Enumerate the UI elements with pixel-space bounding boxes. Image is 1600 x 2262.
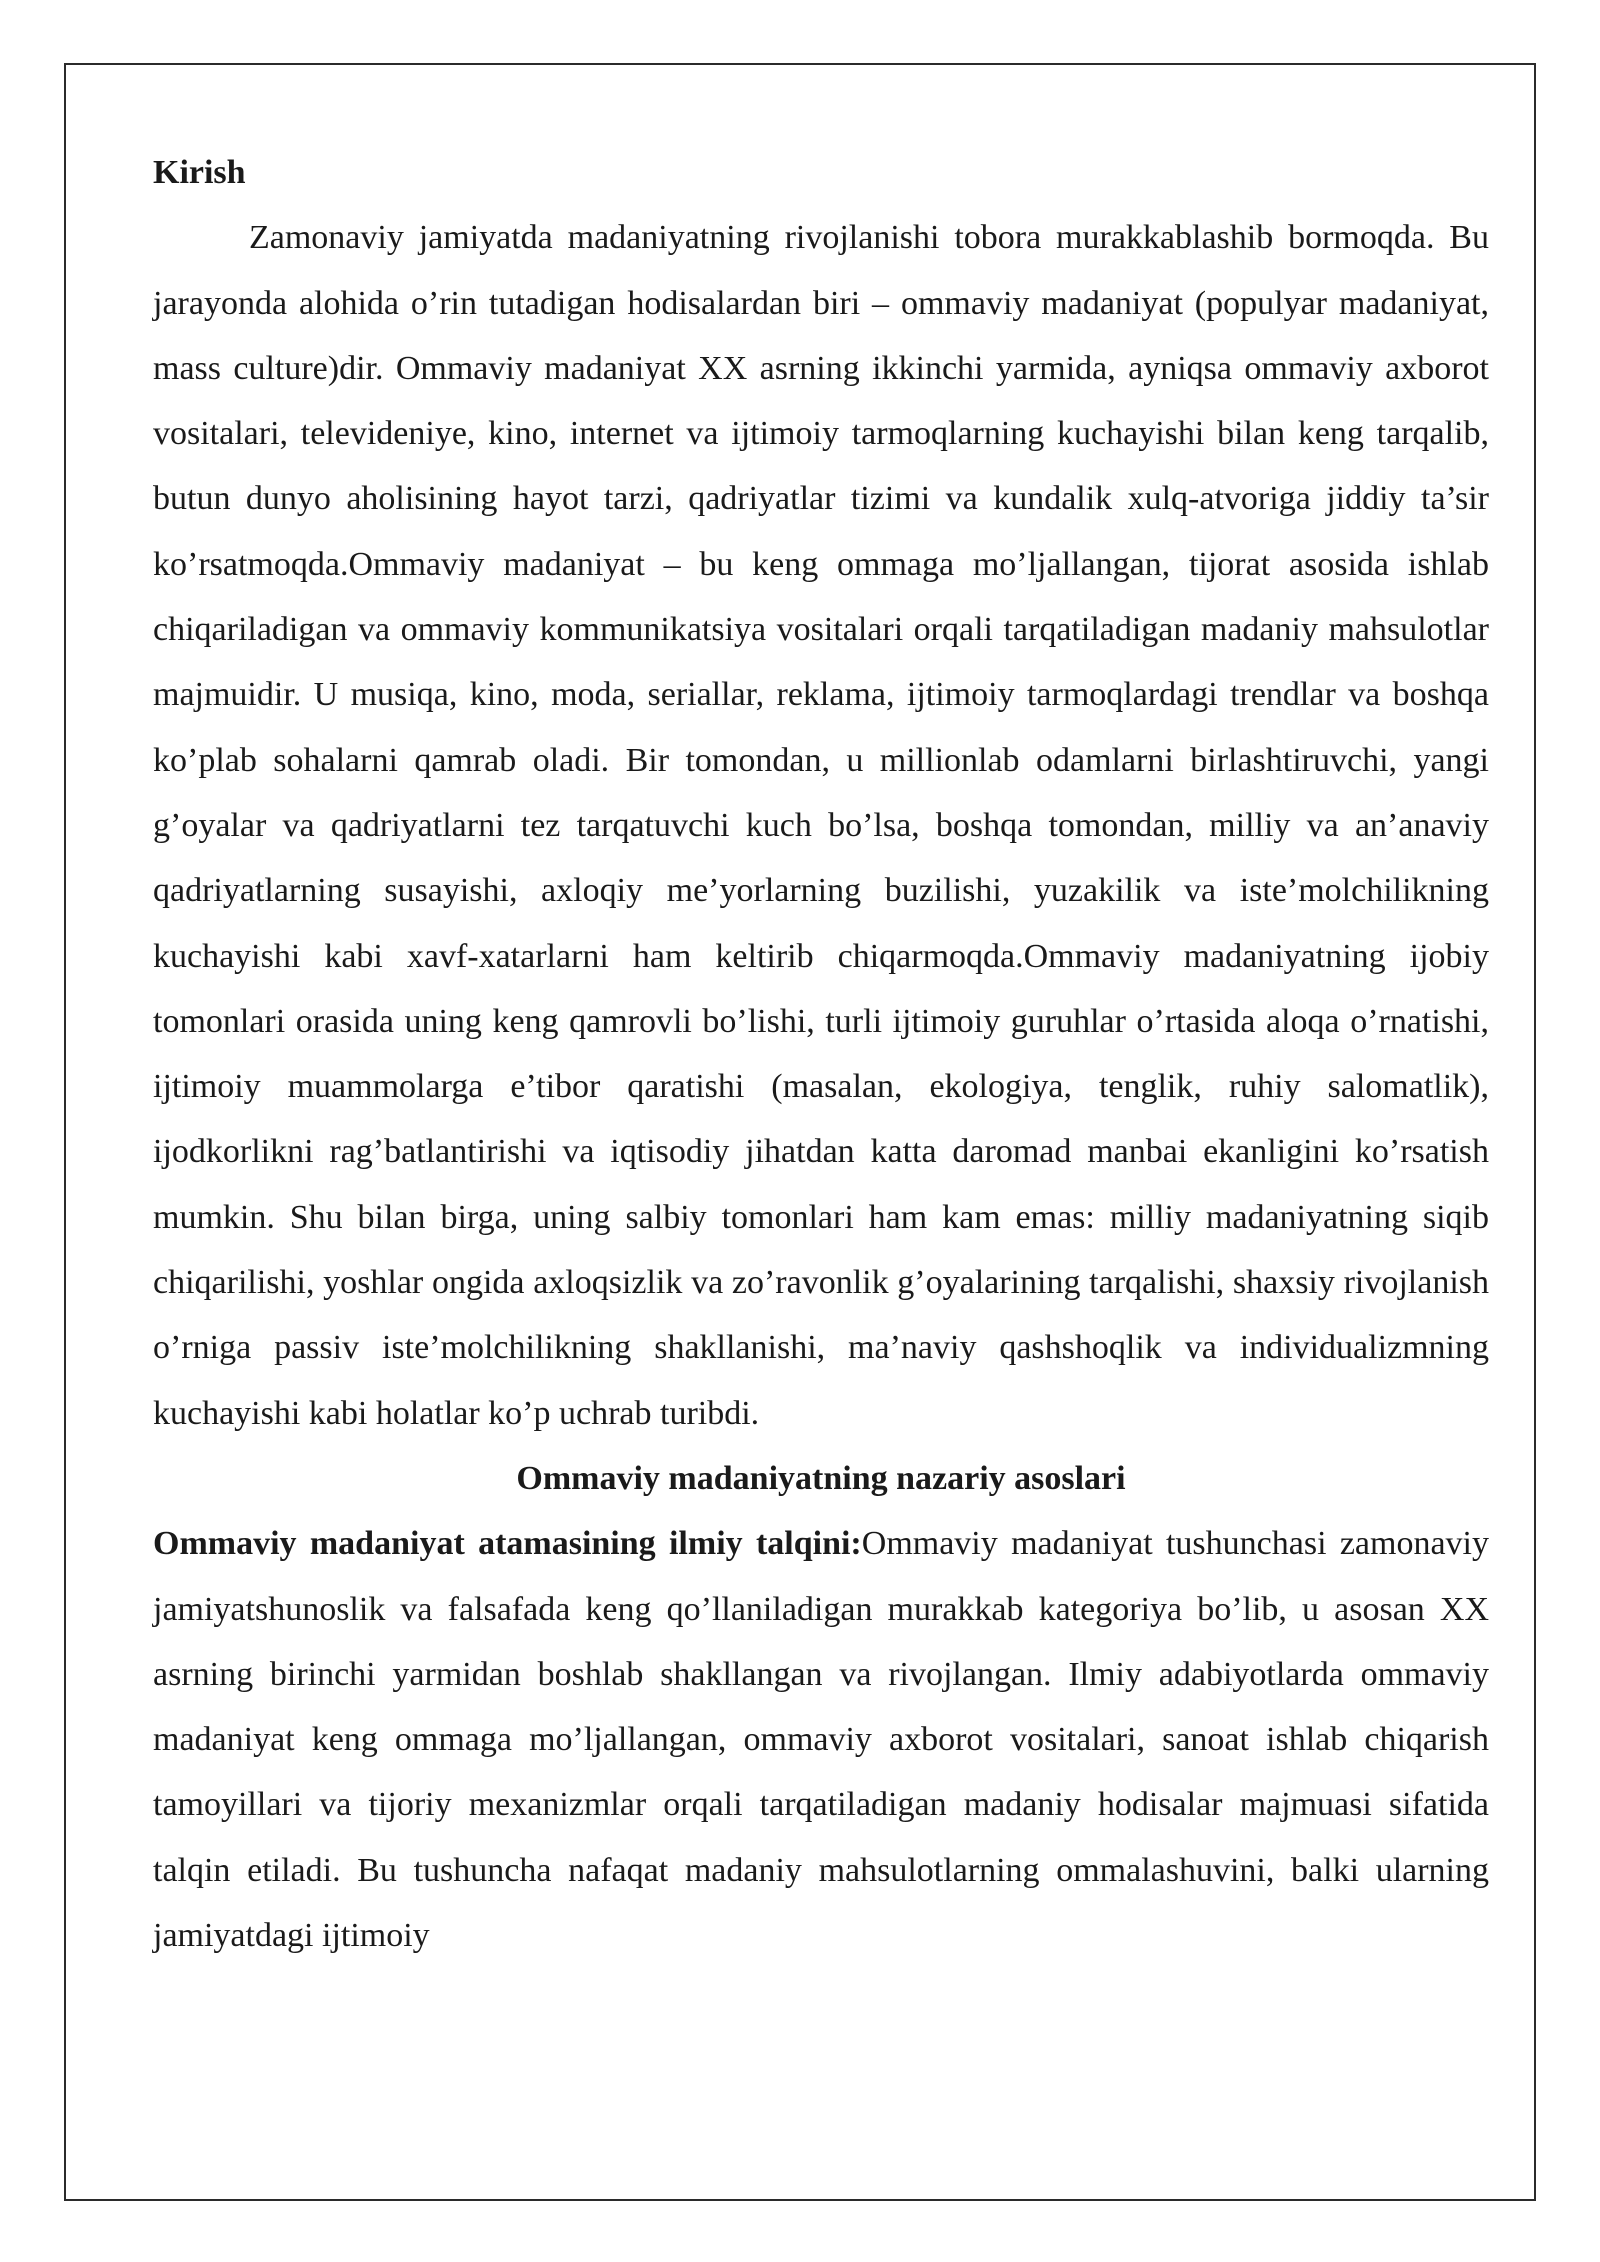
- subsection-paragraph: [153, 1511, 1489, 1968]
- subsection-title: Ommaviy madaniyat atamasining ilmiy talqini:: [153, 1525, 862, 1563]
- document-body: [153, 140, 1489, 1968]
- intro-heading: Kirish: [153, 154, 246, 191]
- subsection-text: Ommaviy madaniyat tushunchasi zamonaviy jamiyatshunoslik va falsafada keng qo’llaniladigan murakkab kategoriya bo’lib, u asosan XX asrning birinchi yarmidan boshlab shakllangan va rivojlangan. Ilmiy adabiyotlarda ommaviy madaniyat keng ommaga mo’ljallangan, ommaviy axborot vositalari, sanoat ishlab chiqarish tamoyillari va tijoriy mexanizmlar orqali tarqatiladigan madaniy hodisalar majmuasi sifatida talqin etiladi. Bu tushuncha nafaqat madaniy mahsulotlarning ommalashuvini, balki ularning jamiyatdagi ijtimoiy: [153, 1525, 1490, 1955]
- section-heading: Ommaviy madaniyatning nazariy asoslari: [516, 1459, 1126, 1497]
- intro-paragraph: Zamonaviy jamiyatda madaniyatning rivojlanishi tobora murakkablashib bormoqda. Bu jarayonda alohida o’rin tutadigan hodisalardan biri – ommaviy madaniyat (populyar madaniyat, mass culture)dir. Ommaviy madaniyat XX asrning ikkinchi yarmida, ayniqsa ommaviy axborot vositalari, televideniye, kino, internet va ijtimoiy tarmoqlarning kuchayishi bilan keng tarqalib, butun dunyo aholisining hayot tarzi, qadriyatlar tizimi va kundalik xulq-atvoriga jiddiy ta’sir ko’rsatmoqda.Ommaviy madaniyat – bu keng ommaga mo’ljallangan, tijorat asosida ishlab chiqariladigan va ommaviy kommunikatsiya vositalari orqali tarqatiladigan madaniy mahsulotlar majmuidir. U musiqa, kino, moda, seriallar, reklama, ijtimoiy tarmoqlardagi trendlar va boshqa ko’plab sohalarni qamrab oladi. Bir tomondan, u millionlab odamlarni birlashtiruvchi, yangi g’oyalar va qadriyatlarni tez tarqatuvchi kuch bo’lsa, boshqa tomondan, milliy va an’anaviy qadriyatlarning susayishi, axloqiy me’yorlarning buzilishi, yuzakilik va iste’molchilikning kuchayishi kabi xavf-xatarlarni ham keltirib chiqarmoqda.Ommaviy madaniyatning ijobiy tomonlari orasida uning keng qamrovli bo’lishi, turli ijtimoiy guruhlar o’rtasida aloqa o’rnatishi, ijtimoiy muammolarga e’tibor qaratishi (masalan, ekologiya, tenglik, ruhiy salomatlik), ijodkorlikni rag’batlantirishi va iqtisodiy jihatdan katta daromad manbai ekanligini ko’rsatish mumkin. Shu bilan birga, uning salbiy tomonlari ham kam emas: milliy madaniyatning siqib chiqarilishi, yoshlar ongida axloqsizlik va zo’ravonlik g’oyalarining tarqalishi, shaxsiy rivojlanish o’rniga passiv iste’molchilikning shakllanishi, ma’naviy qashshoqlik va individualizmning kuchayishi kabi holatlar ko’p uchrab turibdi.: [153, 219, 1489, 1432]
